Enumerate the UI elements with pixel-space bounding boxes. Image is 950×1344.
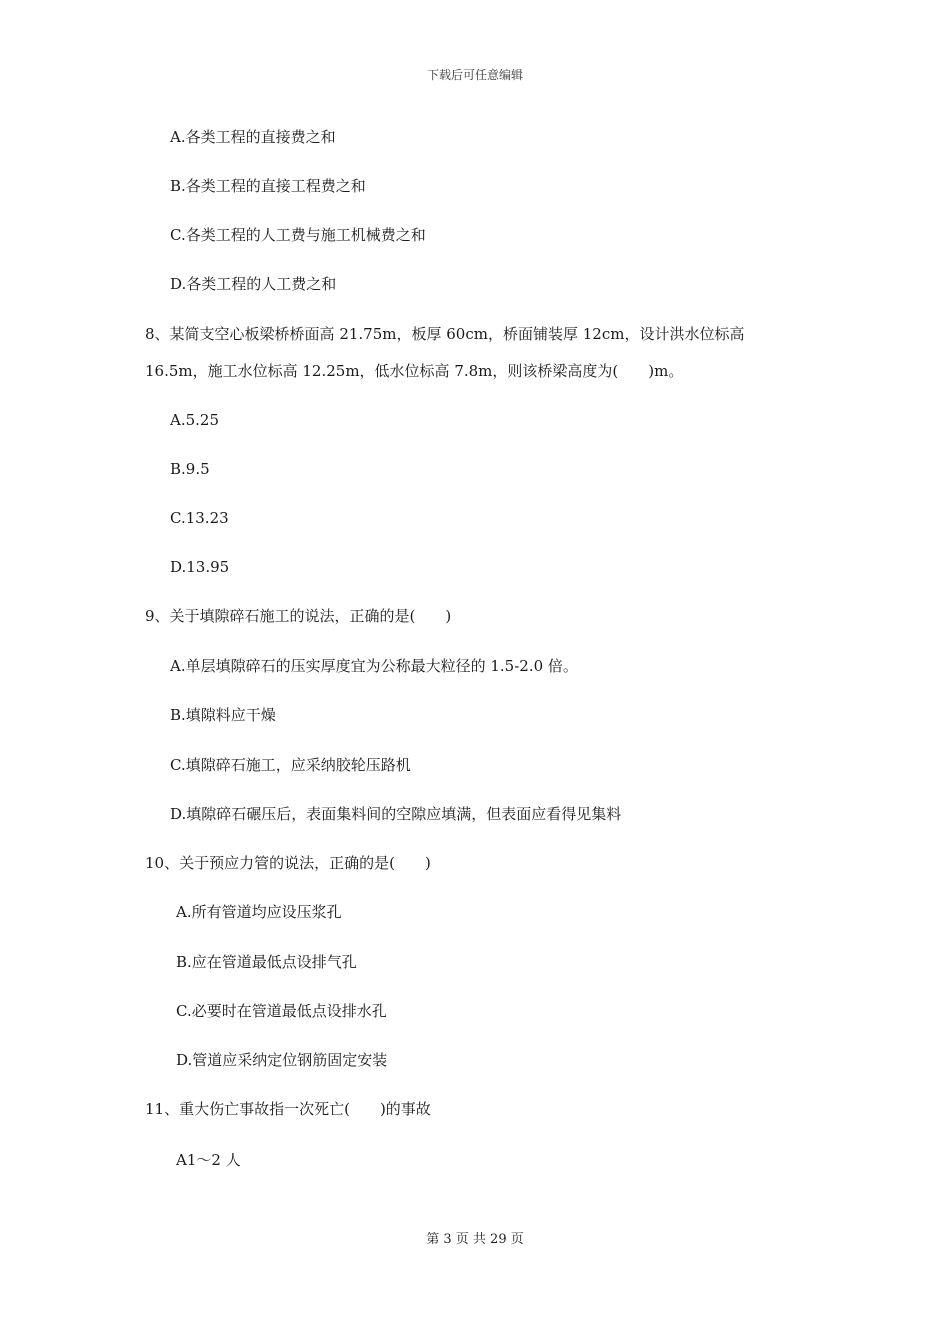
page-footer: 第 3 页 共 29 页 [426, 1232, 524, 1247]
q8-option-b: B.9.5 [170, 460, 210, 478]
q8-option-c: C.13.23 [170, 509, 229, 527]
q9-stem: 9、关于填隙碎石施工的说法，正确的是( ) [145, 607, 452, 625]
q9-option-b: B.填隙料应干燥 [170, 706, 276, 724]
q9-option-a: A.单层填隙碎石的压实厚度宜为公称最大粒径的 1.5-2.0 倍。 [170, 657, 578, 675]
q9-option-c: C.填隙碎石施工，应采纳胶轮压路机 [170, 756, 411, 774]
page-header: 下载后可任意编辑 [426, 68, 523, 82]
q10-stem: 10、关于预应力管的说法，正确的是( ) [145, 854, 431, 872]
q8-stem-line2: 16.5m，施工水位标高 12.25m，低水位标高 7.8m，则该桥梁高度为( )m。 [145, 362, 684, 380]
q11-option-a: A1～2 人 [176, 1151, 241, 1169]
q7-option-d: D.各类工程的人工费之和 [170, 275, 337, 293]
q8-stem-line1: 8、某简支空心板梁桥桥面高 21.75m，板厚 60cm，桥面铺装厚 12cm，设计洪水位标高 [145, 325, 745, 343]
q7-option-a: A.各类工程的直接费之和 [170, 128, 336, 146]
q9-option-d: D.填隙碎石碾压后，表面集料间的空隙应填满，但表面应看得见集料 [170, 805, 622, 823]
q8-option-d: D.13.95 [170, 558, 230, 576]
q10-option-c: C.必要时在管道最低点设排水孔 [176, 1002, 387, 1020]
q10-option-a: A.所有管道均应设压浆孔 [176, 903, 342, 921]
q10-option-d: D.管道应采纳定位钢筋固定安装 [176, 1051, 388, 1069]
q7-option-b: B.各类工程的直接工程费之和 [170, 177, 366, 195]
q8-option-a: A.5.25 [170, 411, 219, 429]
q7-option-c: C.各类工程的人工费与施工机械费之和 [170, 226, 426, 244]
q10-option-b: B.应在管道最低点设排气孔 [176, 953, 357, 971]
q11-stem: 11、重大伤亡事故指一次死亡( )的事故 [145, 1100, 431, 1118]
